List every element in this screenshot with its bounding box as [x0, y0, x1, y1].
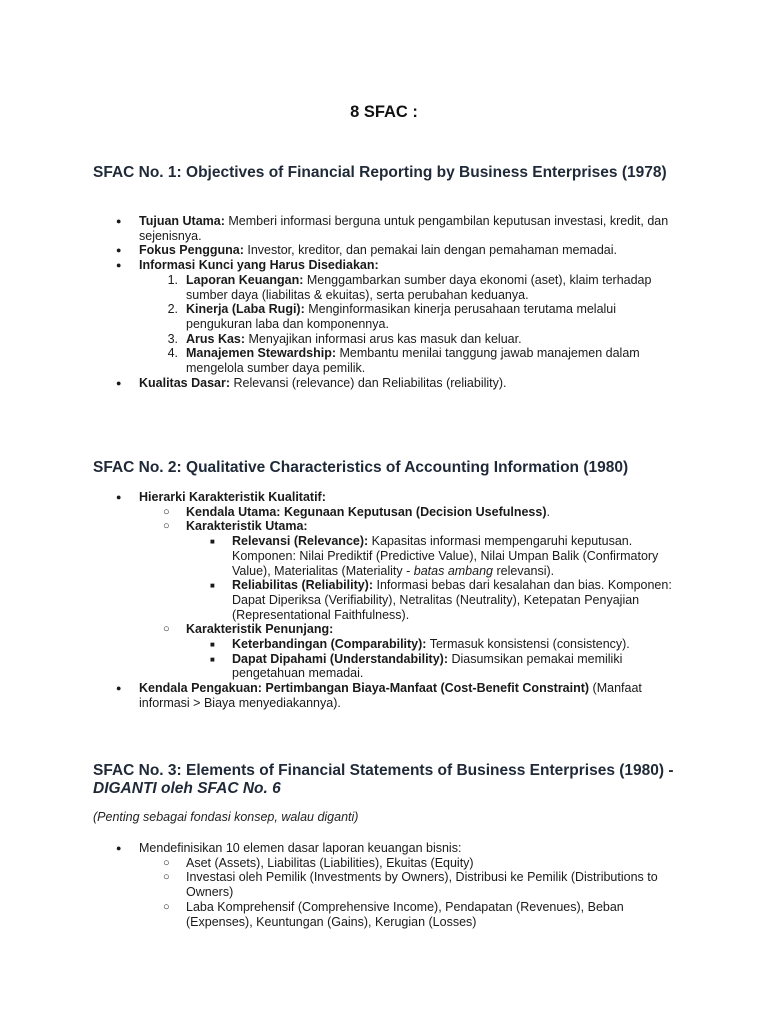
bullet-disc-icon: ●	[116, 260, 122, 271]
list-item: ● Hierarki Karakteristik Kualitatif:	[116, 490, 326, 504]
bullet-square-icon: ■	[210, 537, 215, 547]
list-item: ○ Aset (Assets), Liabilitas (Liabilities), Ekuitas (Equity)	[163, 855, 474, 870]
list-item: ○ Laba Komprehensif (Comprehensive Income), Pendapatan (Revenues), Beban (Expenses), Keuntungan (Gains), Kerugian (Losses)	[163, 899, 624, 929]
bullet-disc-icon: ●	[116, 843, 122, 853]
numbered-item: 2. Kinerja (Laba Rugi): Menginformasikan kinerja perusahaan terutama melalui pengukuran laba dan komponennya.	[167, 302, 617, 331]
list-item: ○ Investasi oleh Pemilik (Investments by Owners), Distribusi ke Pemilik (Distributions to Owners)	[163, 870, 658, 900]
list-item: ○ Karakteristik Penunjang:	[163, 622, 334, 637]
list-item: ● Kualitas Dasar: Relevansi (relevance) dan Reliabilitas (reliability).	[116, 375, 507, 390]
sfac3-note: (Penting sebagai fondasi konsep, walau diganti)	[93, 810, 359, 824]
list-item: ○ Karakteristik Utama:	[163, 519, 308, 534]
list-item: ■ Relevansi (Relevance): Kapasitas informasi mempengaruhi keputusan. Komponen: Nilai Prediktif (Predictive Value), Nilai Umpan Balik (Confirmatory Value), Materialitas (Materiality - batas ambang relevansi).	[210, 534, 659, 578]
numbered-item: 3. Arus Kas: Menyajikan informasi arus kas masuk dan keluar.	[167, 331, 522, 346]
bullet-disc-icon: ●	[116, 492, 122, 502]
list-item: ● Fokus Pengguna: Investor, kreditor, dan pemakai lain dengan pemahaman memadai.	[116, 243, 618, 258]
bullet-disc-icon: ●	[116, 683, 122, 694]
list-item: ○ Kendala Utama: Kegunaan Keputusan (Decision Usefulness).	[163, 504, 550, 519]
sfac1-list	[93, 214, 673, 390]
bullet-circle-icon: ○	[163, 856, 170, 869]
list-item: ● Mendefinisikan 10 elemen dasar laporan keuangan bisnis:	[116, 841, 462, 855]
numbered-item: 4. Manajemen Stewardship: Membantu menilai tanggung jawab manajemen dalam mengelola sumber daya pemilik.	[167, 346, 640, 376]
bullet-square-icon: ■	[210, 581, 215, 591]
bullet-circle-icon: ○	[163, 520, 170, 533]
bullet-disc-icon: ●	[116, 377, 122, 388]
bullet-disc-icon: ●	[116, 216, 122, 226]
list-item: ● Tujuan Utama: Memberi informasi berguna untuk pengambilan keputusan investasi, kredit, dan sejenisnya.	[116, 214, 669, 243]
list-item: ● Informasi Kunci yang Harus Disediakan:	[116, 258, 379, 273]
numbered-item: 1. Laporan Keuangan: Menggambarkan sumber daya ekonomi (aset), klaim terhadap sumber daya (liabilitas & ekuitas), serta perubahan keduanya.	[167, 272, 652, 302]
bullet-circle-icon: ○	[163, 900, 170, 913]
bullet-circle-icon: ○	[163, 623, 170, 636]
bullet-circle-icon: ○	[163, 871, 170, 884]
sfac2-list	[93, 490, 673, 711]
sfac3-list	[93, 841, 673, 929]
bullet-circle-icon: ○	[163, 505, 170, 518]
list-item: ■ Reliabilitas (Reliability): Informasi bebas dari kesalahan dan bias. Komponen: Dapat Diperiksa (Verifiability), Netralitas (Neutrality), Ketepatan Penyajian (Representational Faithfulness).	[210, 578, 672, 622]
page-title: 8 SFAC :	[350, 103, 418, 121]
bullet-square-icon: ■	[210, 654, 215, 664]
sfac1-heading: SFAC No. 1: Objectives of Financial Reporting by Business Enterprises (1978)	[93, 164, 667, 181]
list-item: ● Kendala Pengakuan: Pertimbangan Biaya-Manfaat (Cost-Benefit Constraint) (Manfaat informasi > Biaya menyediakannya).	[116, 681, 642, 710]
list-item: ■ Dapat Dipahami (Understandability): Diasumsikan pemakai memiliki pengetahuan memadai.	[210, 651, 623, 681]
list-item: ■ Keterbandingan (Comparability): Termasuk konsistensi (consistency).	[210, 637, 630, 652]
sfac3-heading: SFAC No. 3: Elements of Financial Statements of Business Enterprises (1980) - DIGANTI oleh SFAC No. 6	[93, 762, 674, 797]
bullet-disc-icon: ●	[116, 245, 122, 256]
sfac2-heading: SFAC No. 2: Qualitative Characteristics of Accounting Information (1980)	[93, 459, 629, 476]
bullet-square-icon: ■	[210, 640, 215, 650]
